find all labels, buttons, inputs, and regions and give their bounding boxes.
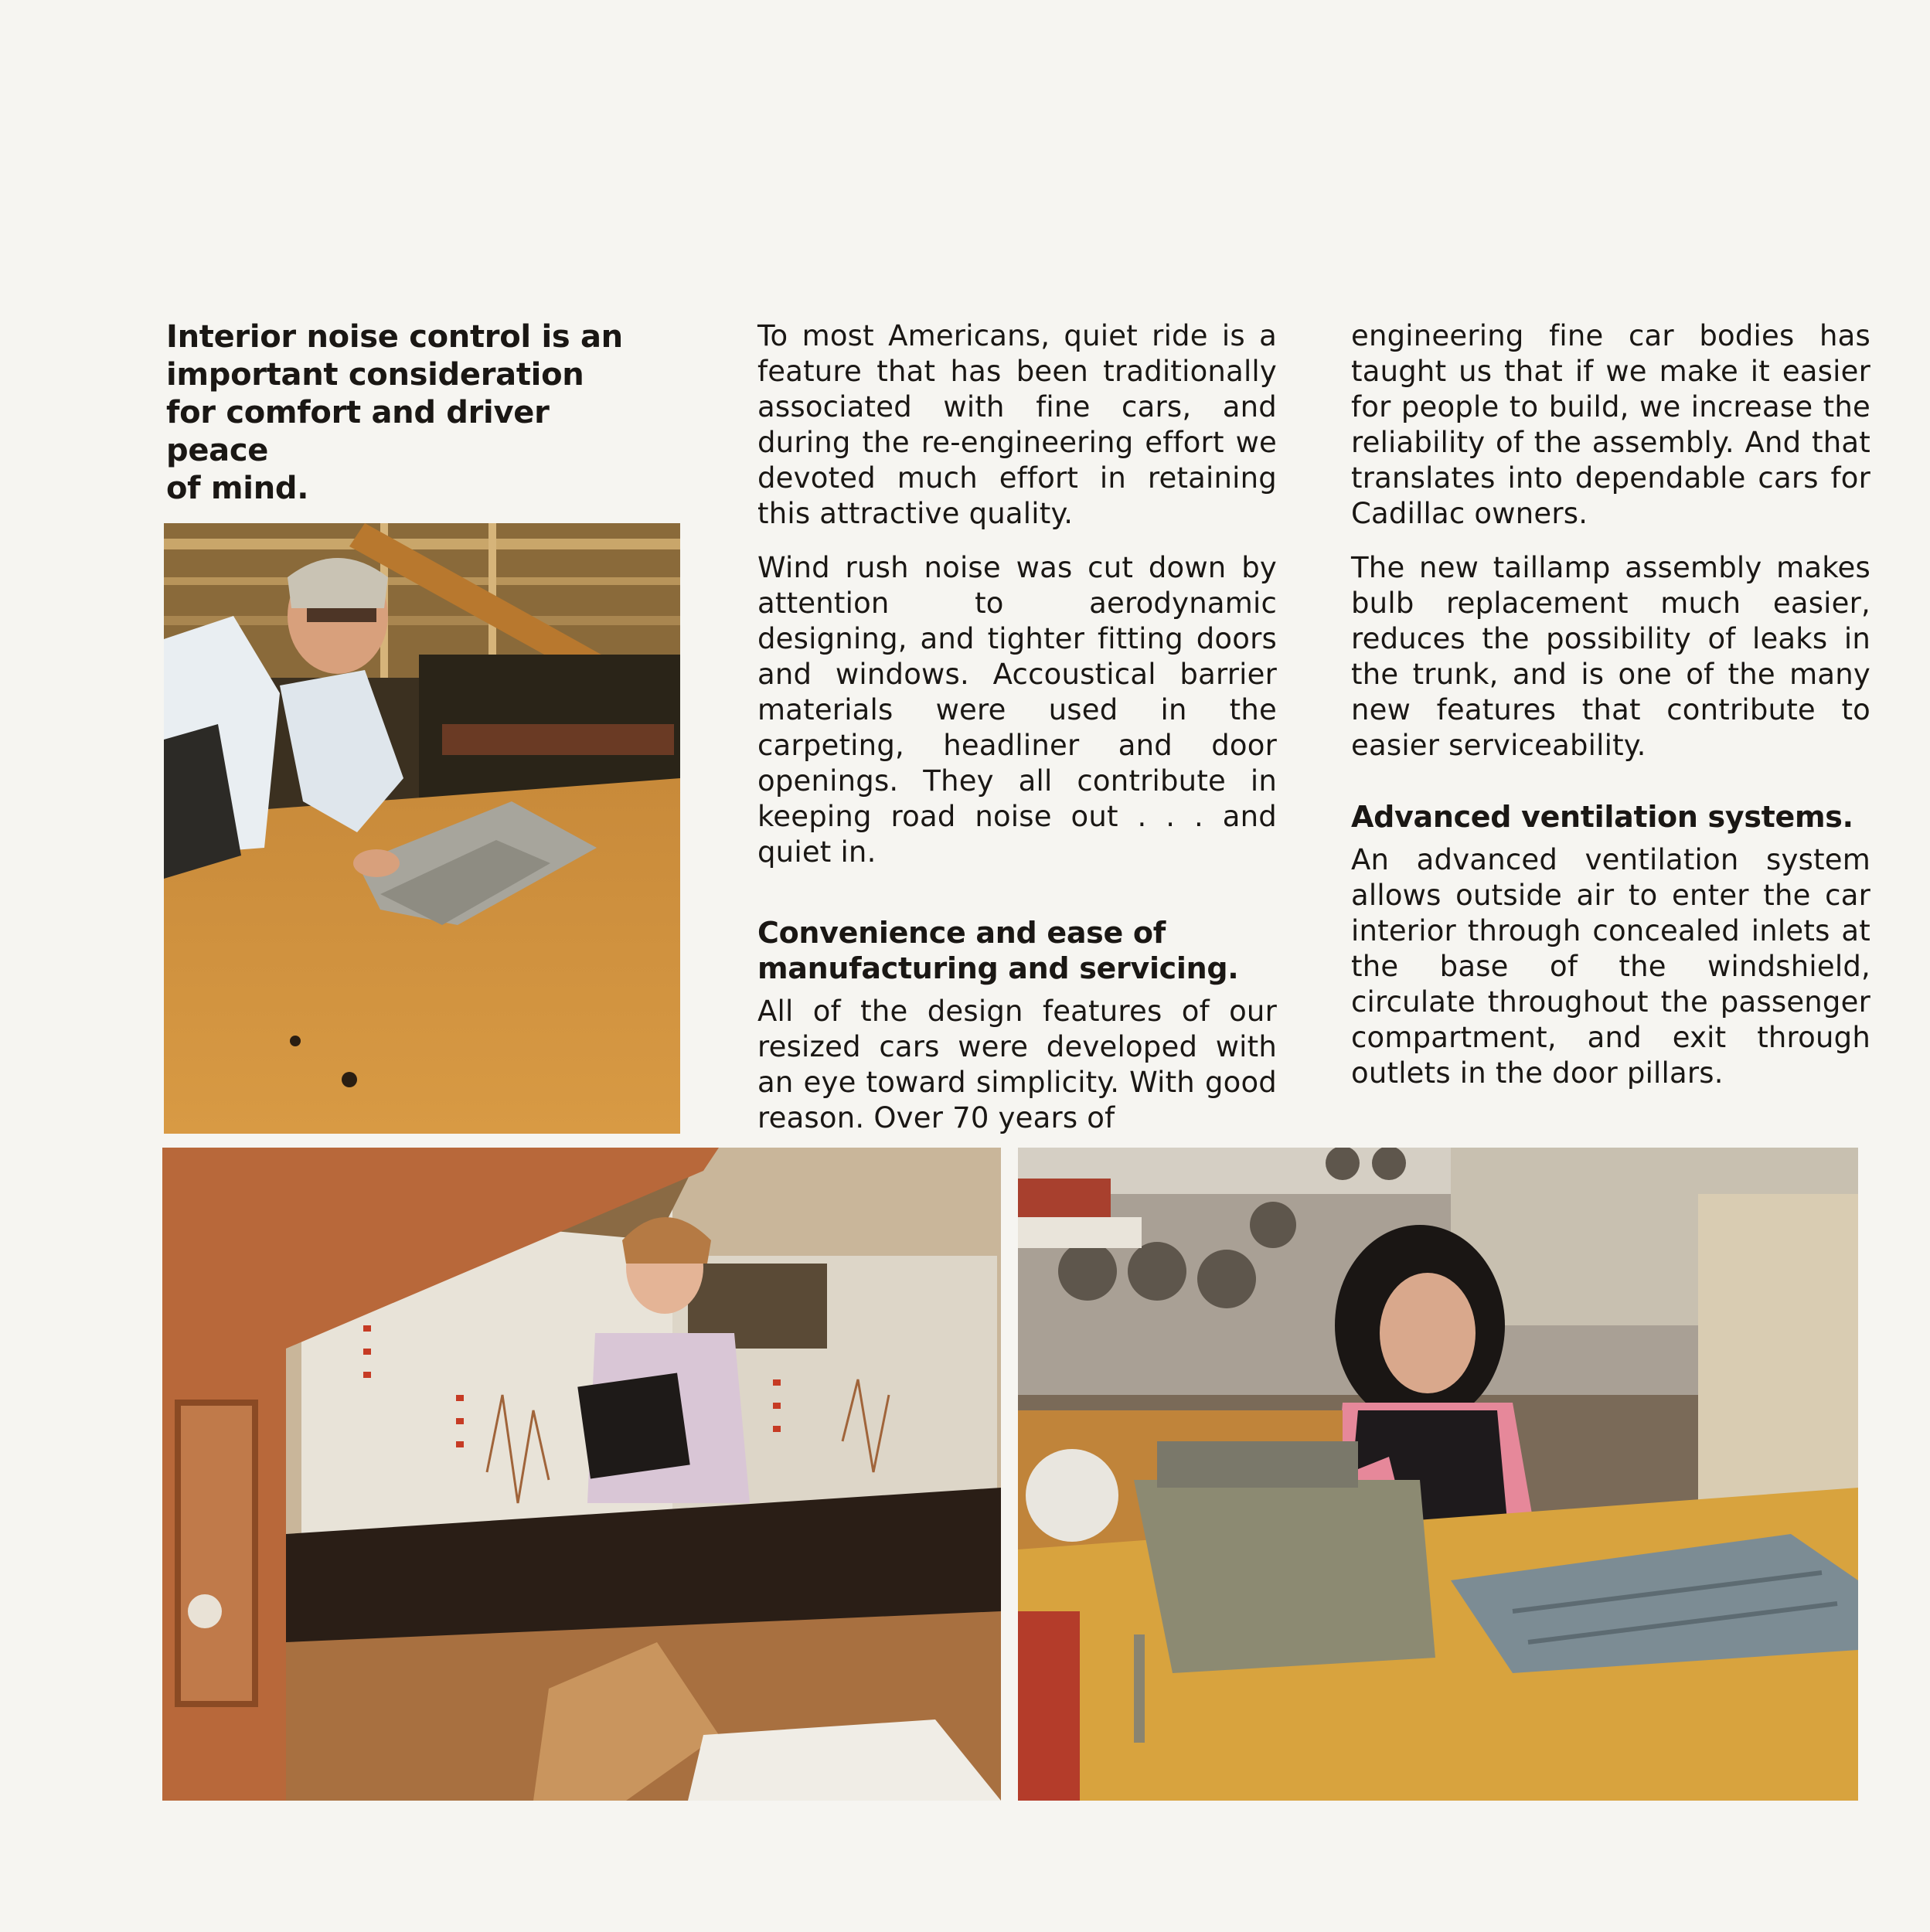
design-simplicity-paragraph: All of the design features of our resized cars were developed with an eye toward simplicity. With good reason. Over 70 years of [757,995,1277,1134]
wind-noise-paragraph: Wind rush noise was cut down by attention to aerodynamic designing, and tighter fitting doors and windows. Accoustical barrier materials were used in the carpeting, headliner and door openings. They all contribute in keeping road noise out . . . and quiet in. [757,551,1277,869]
convenience-heading: Convenience and ease of manufacturing and servicing. [757,916,1239,985]
caption-line-1: Interior noise control is an [166,319,623,355]
photo-carpet-installation [164,523,680,1134]
photo-door-inspection [162,1148,1001,1801]
ventilation-heading: Advanced ventilation systems. [1351,800,1853,834]
caption-line-2: important consideration [166,357,584,393]
quiet-ride-paragraph: To most Americans, quiet ride is a feature that has been traditionally associated with fine cars, and during the re-engineering effort we devoted much effort in retaining this attractive quality. [757,319,1277,530]
caption-line-3: for comfort and driver peace [166,395,550,468]
photo-seat-sewing [1018,1148,1858,1801]
noise-control-caption [166,318,630,508]
right-text-column [1351,318,1870,1110]
reliability-paragraph: engineering fine car bodies has taught us that if we make it easier for people to build, we increase the reliability of the assembly. And that translates into dependable cars for Cadillac owners. [1351,319,1870,530]
taillamp-paragraph: The new taillamp assembly makes bulb replacement much easier, reduces the possibility of leaks in the trunk, and is one of the many new features that contribute to easier serviceability. [1351,551,1870,762]
caption-line-4: of mind. [166,471,309,506]
middle-text-column [757,318,1277,1155]
ventilation-paragraph: An advanced ventilation system allows outside air to enter the car interior through concealed inlets at the base of the windshield, circulate throughout the passenger compartment, and exit through outlets in the door pillars. [1351,843,1870,1090]
